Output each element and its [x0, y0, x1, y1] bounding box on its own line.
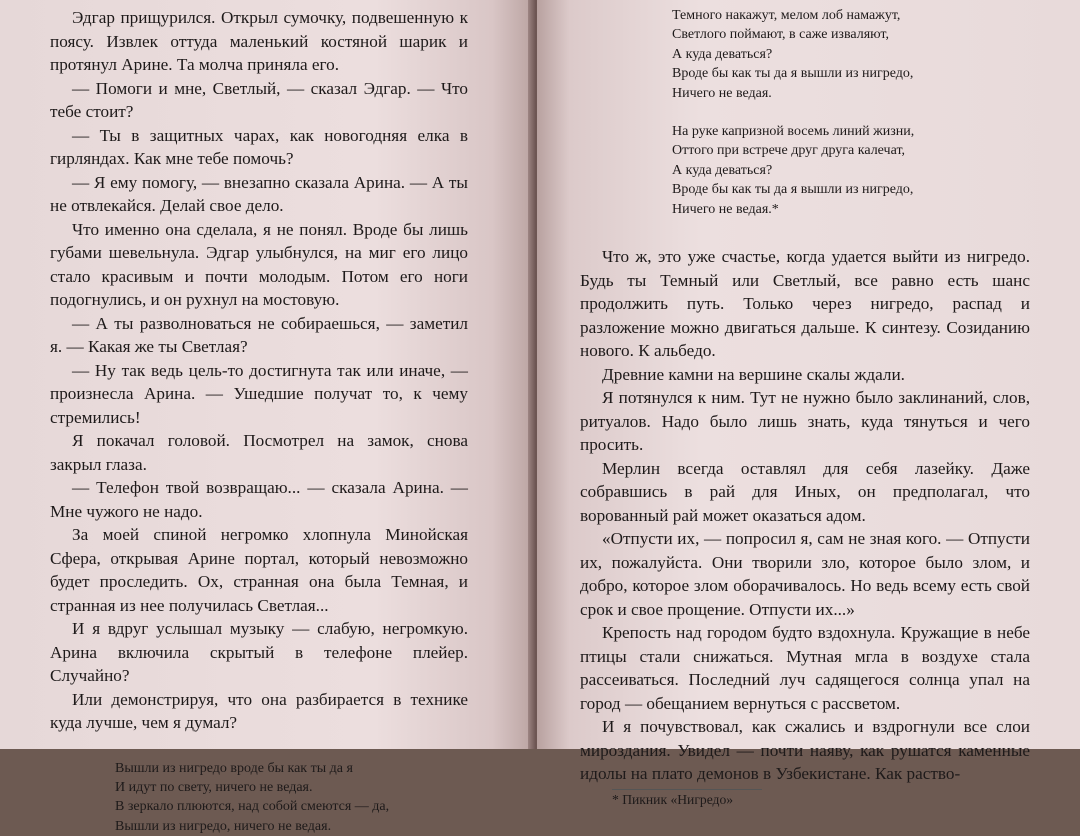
- verse-line: Вроде бы как ты да я вышли из нигредо,: [672, 64, 1030, 83]
- verse-line: Вышли из нигредо вроде бы как ты да я: [115, 759, 468, 778]
- right-page: [537, 0, 1080, 749]
- paragraph: Я покачал головой. Посмотрел на замок, снова закрыл глаза.: [50, 429, 468, 476]
- paragraph: И я почувствовал, как сжались и вздрогнули все слои мироздания. Увидел — почти наяву, как рушатся каменные идолы на плато демонов в Узбекистане. Как раство-: [580, 715, 1030, 786]
- verse-line: А куда деваться?: [672, 161, 1030, 180]
- paragraph: Что ж, это уже счастье, когда удается выйти из нигредо. Будь ты Темный или Светлый, все равно есть шанс продолжить путь. Только через нигредо, распад и разложение можно двигаться дальше. К синтезу. Созиданию нового. К альбедо.: [580, 245, 1030, 363]
- paragraph: Крепость над городом будто вздохнула. Кружащие в небе птицы стали снижаться. Мутная мгла в воздухе стала рассеиваться. Последний луч садящегося солнца упал на город — обещанием вернуться с рассветом.: [580, 621, 1030, 715]
- right-prose: [580, 245, 1030, 786]
- paragraph: Или демонстрируя, что она разбирается в технике куда лучше, чем я думал?: [50, 688, 468, 735]
- paragraph: За моей спиной негромко хлопнула Минойская Сфера, открывая Арине портал, который невозможно будет проследить. Ох, странная она была Темная, и странная из нее получилась Светлая...: [50, 523, 468, 617]
- verse-line: И идут по свету, ничего не ведая.: [115, 778, 468, 797]
- verse-line: В зеркало плюются, над собой смеются — да,: [115, 797, 468, 816]
- paragraph: Что именно она сделала, я не понял. Вроде бы лишь губами шевельнула. Эдгар улыбнулся, на миг его лицо стало красивым и почти молодым. Потом его ноги подогнулись, и он рухнул на мостовую.: [50, 218, 468, 312]
- right-text-column: [580, 6, 1030, 809]
- footnote: * Пикник «Нигредо»: [612, 791, 1030, 809]
- paragraph: Я потянулся к ним. Тут не нужно было заклинаний, слов, ритуалов. Надо было лишь знать, куда тянуться и чего просить.: [580, 386, 1030, 457]
- stanza-gap: [580, 103, 1030, 122]
- verse-line: Темного накажут, мелом лоб намажут,: [672, 6, 1030, 25]
- verse-line: Ничего не ведая.*: [672, 200, 1030, 219]
- paragraph: Эдгар прищурился. Открыл сумочку, подвешенную к поясу. Извлек оттуда маленький костяной шарик и протянул Арине. Та молча приняла его.: [50, 6, 468, 77]
- verse-line: На руке капризной восемь линий жизни,: [672, 122, 1030, 141]
- song-stanza-1: [672, 6, 1030, 103]
- verse-line: Вышли из нигредо, ничего не ведая.: [115, 817, 468, 836]
- paragraph: — Ну так ведь цель-то достигнута так или иначе, — произнесла Арина. — Ушедшие получат то, к чему стремились!: [50, 359, 468, 430]
- paragraph: — Телефон твой возвращаю... — сказала Арина. — Мне чужого не надо.: [50, 476, 468, 523]
- left-text-column: [50, 6, 468, 836]
- paragraph: — Ты в защитных чарах, как новогодняя елка в гирляндах. Как мне тебе помочь?: [50, 124, 468, 171]
- paragraph: — Помоги и мне, Светлый, — сказал Эдгар. — Что тебе стоит?: [50, 77, 468, 124]
- song-verse: [115, 759, 468, 836]
- paragraph: И я вдруг услышал музыку — слабую, негромкую. Арина включила скрытый в телефоне плейер. Случайно?: [50, 617, 468, 688]
- paragraph: Древние камни на вершине скалы ждали.: [580, 363, 1030, 387]
- paragraph: — А ты разволноваться не собираешься, — заметил я. — Какая же ты Светлая?: [50, 312, 468, 359]
- verse-line: Оттого при встрече друг друга калечат,: [672, 141, 1030, 160]
- verse-line: Вроде бы как ты да я вышли из нигредо,: [672, 180, 1030, 199]
- left-page: [0, 0, 535, 749]
- paragraph: Мерлин всегда оставлял для себя лазейку. Даже собравшись в рай для Иных, он предполагал, что ворованный рай может оказаться адом.: [580, 457, 1030, 528]
- footnote-rule: [612, 789, 762, 790]
- paragraph: «Отпусти их, — попросил я, сам не зная кого. — Отпусти их, пожалуйста. Они творили зло, которое было злом, и добро, которое злом оборачивалось. Но ведь всему есть свой срок и свое прощение. Отпусти их...»: [580, 527, 1030, 621]
- paragraph: — Я ему помогу, — внезапно сказала Арина. — А ты не отвлекайся. Делай свое дело.: [50, 171, 468, 218]
- verse-line: Светлого поймают, в саже изваляют,: [672, 25, 1030, 44]
- verse-line: Ничего не ведая.: [672, 84, 1030, 103]
- song-stanza-2: [672, 122, 1030, 219]
- verse-line: А куда деваться?: [672, 45, 1030, 64]
